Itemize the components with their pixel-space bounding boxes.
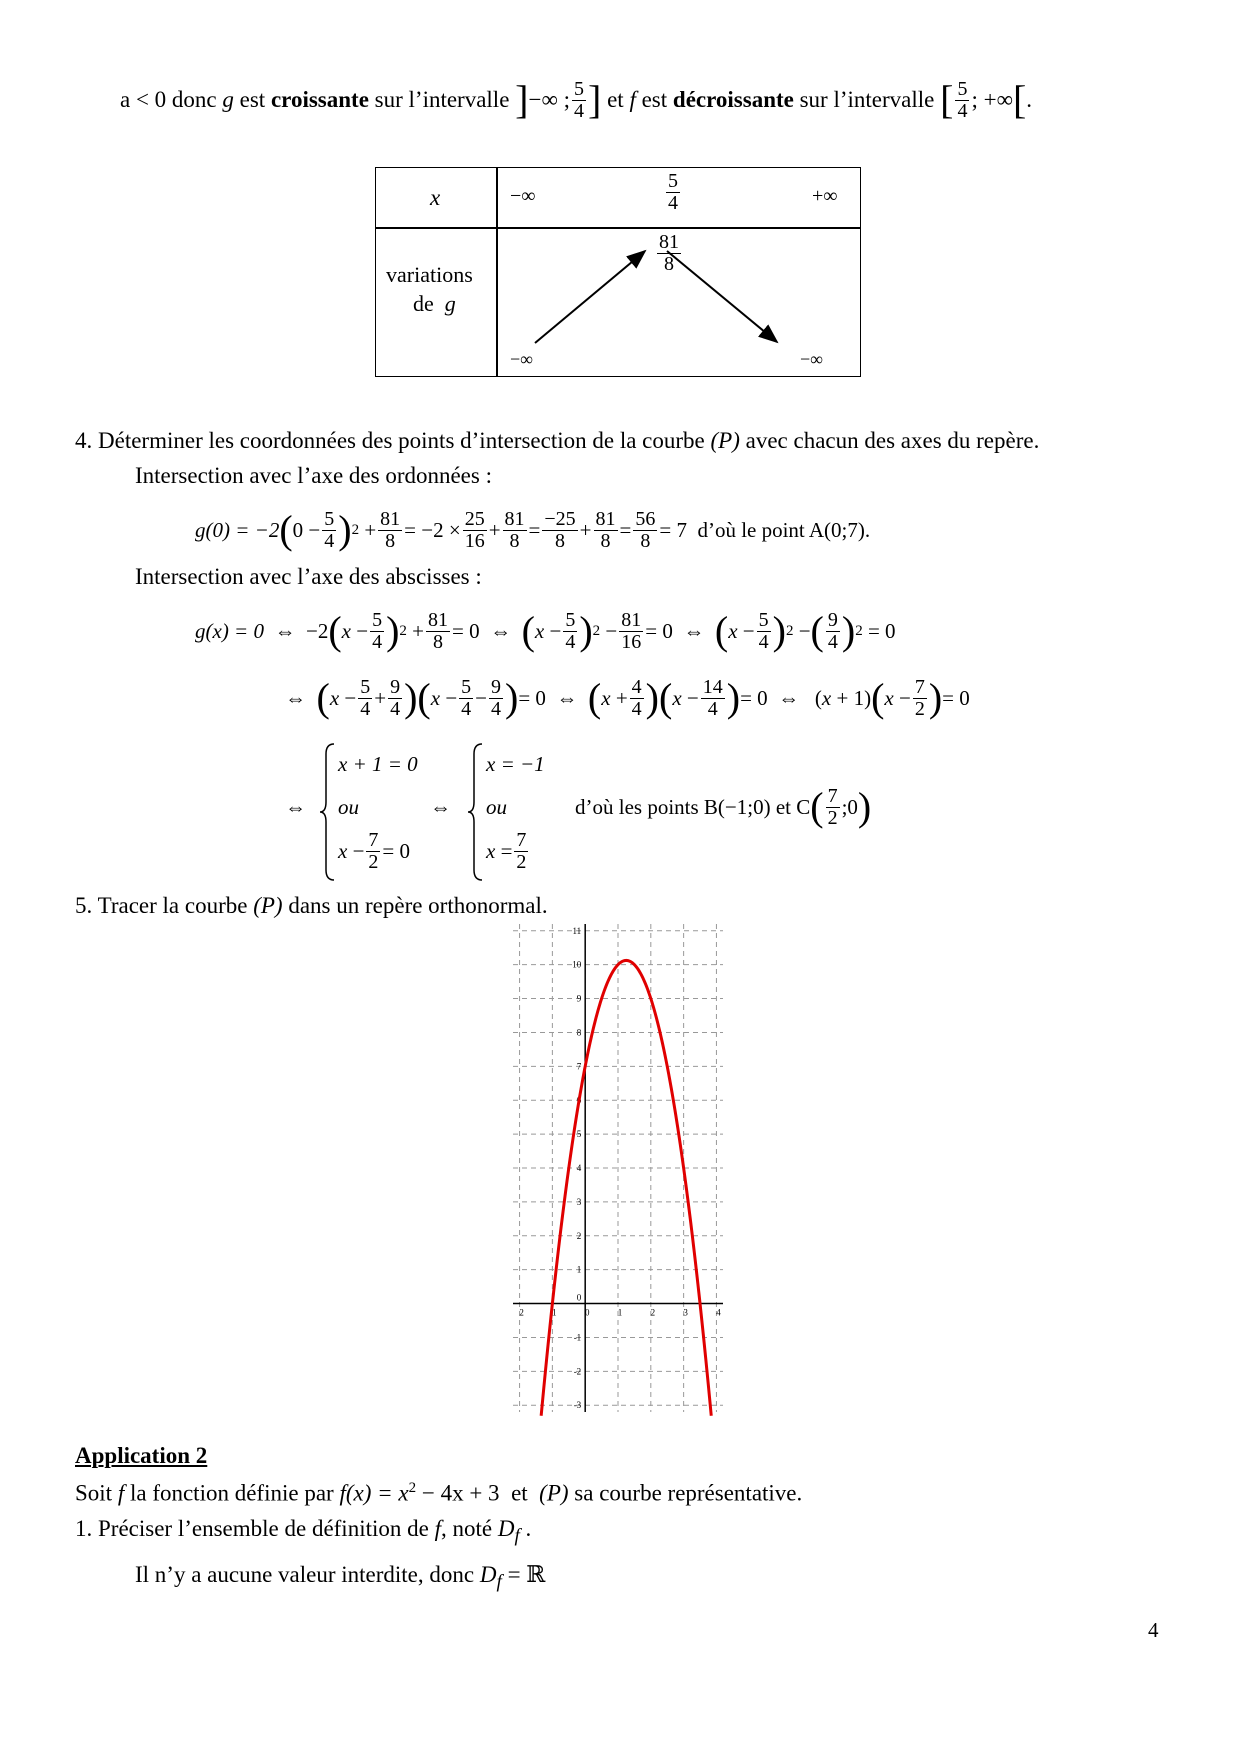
x-tick-label: 1 — [617, 1307, 623, 1318]
y-tick-label: 7 — [576, 1061, 582, 1072]
interval-right: ; +∞ — [971, 87, 1013, 112]
text: et — [601, 87, 630, 112]
y-tick-label: 9 — [576, 993, 582, 1004]
x-tick-label: 3 — [683, 1307, 688, 1318]
x-critical: $\frac{5}{4}$ — [668, 170, 678, 214]
sys1-eq1: x + 1 = 0 — [338, 752, 418, 776]
app2-line3: Il n’y a aucune valeur interdite, donc $D_f$ = ℝ — [135, 1562, 546, 1593]
x-tick-label: 4 — [716, 1307, 721, 1318]
origin-label: 0 — [576, 1292, 582, 1303]
fraction: $\frac{5}{4}$ — [574, 77, 585, 122]
x-label: x — [430, 185, 441, 210]
text: est — [635, 87, 673, 112]
bracket: ] — [515, 77, 529, 122]
parabola-curve — [541, 960, 711, 1415]
bracket: ] — [588, 77, 602, 122]
q4-ordonnees: Intersection avec l’axe des ordonnées : — [135, 463, 492, 488]
eq-gx-2: ⇔ ( x − $\frac{5}{4}$ + $\frac{9}{4}$ )( x − $\frac{5}{4}$ − $\frac{9}{4}$ ) = 0 ⇔ ( x + $\frac{4}{4}$ )( x − $\frac{14}{4}$ ) = 0 ⇔ ( x + 1) ( x − $\frac{7}{2}$ ) = 0 — [285, 675, 970, 720]
variation-table — [375, 167, 861, 377]
plus-inf: +∞ — [812, 185, 838, 207]
x-tick-label: 2 — [650, 1307, 656, 1318]
y-tick-label: 3 — [576, 1196, 582, 1207]
brace-2 — [468, 742, 488, 882]
bracket: [ — [1012, 77, 1027, 122]
parabola-plot — [505, 920, 735, 1420]
app2-heading: Application 2 — [75, 1443, 208, 1468]
y-tick-label: 5 — [576, 1129, 582, 1140]
text: a < 0 donc — [120, 87, 217, 112]
eq-g0: g(0) = −2 ( 0 − $\frac{5}{4}$ ) 2 + $\frac{81}{8}$ = −2 × $\frac{25}{16}$ + $\frac{81}{8}$ = $\frac{-25}{8}$ + $\frac{81}{8}$ = $\frac{56}{8}$ = 7 d’où le point A(0;7). — [195, 507, 871, 552]
y-tick-label: 2 — [576, 1230, 582, 1241]
x-tick-label: 2 — [519, 1307, 524, 1318]
intervals-line — [120, 72, 1032, 128]
row-label-variations: variations — [386, 262, 473, 287]
y-tick-label: 8 — [576, 1027, 582, 1038]
var-g: g — [222, 87, 234, 112]
eq-gx-1: g(x) = 0 ⇔ −2 ( x − $\frac{5}{4}$ ) 2 + $\frac{81}{8}$ = 0 ⇔ ( x − $\frac{5}{4}$ ) 2 − $\frac{81}{16}$ = 0 ⇔ ( x − $\frac{5}{4}$ ) 2 − ( $\frac{9}{4}$ ) 2 = 0 — [195, 608, 896, 653]
y-tick-label: 11 — [572, 925, 582, 936]
sys2-eq3: x = $\frac{7}{2}$ — [486, 829, 527, 873]
right-limit: −∞ — [800, 349, 823, 369]
sys1-eq3: x − $\frac{7}{2}$ = 0 — [338, 829, 411, 873]
sys1-ou: ou — [338, 795, 359, 819]
bold-decroissante: décroissante — [672, 87, 794, 112]
brace-1 — [320, 742, 340, 882]
y-tick-label: 10 — [572, 959, 582, 970]
sys2-eq1: x = −1 — [486, 752, 545, 776]
var-f: f — [629, 87, 636, 112]
y-tick-label: -1 — [573, 1332, 582, 1343]
interval-left: −∞ ; — [528, 87, 571, 112]
points-BC: d’où les points B(−1;0) et C ( $\frac{7}{2}$ ;0 ) — [575, 784, 872, 829]
y-tick-label: -3 — [573, 1400, 582, 1411]
q5-title: 5. Tracer la courbe (P) dans un repère orthonormal. — [75, 893, 548, 918]
y-tick-label: 6 — [576, 1095, 582, 1106]
sys2-ou: ou — [486, 795, 507, 819]
system-equiv-2: ⇔ — [430, 795, 451, 819]
text: sur l’intervalle — [793, 87, 941, 112]
bold-croissante: croissante — [270, 87, 369, 112]
x-tick-label: 0 — [584, 1307, 590, 1318]
q4-title: 4. Déterminer les coordonnées des points d’intersection de la courbe (P) avec chacun des axes du repère. — [75, 428, 1040, 453]
left-limit: −∞ — [510, 349, 533, 369]
text: . — [1026, 87, 1033, 112]
max-value: $\frac{81}{8}$ — [659, 231, 679, 275]
system-equiv-1: ⇔ — [285, 795, 306, 819]
row-label-de: de g — [413, 291, 456, 316]
bracket: [ — [940, 77, 954, 122]
app2-line1: Soit f la fonction définie par $f(x) = x^2 - 4x + 3$ et (P) sa courbe représentative. — [75, 1480, 803, 1506]
fraction: $\frac{5}{4}$ — [957, 77, 968, 122]
text: est — [233, 87, 271, 112]
page-number: 4 — [1148, 1618, 1159, 1642]
x-tick-label: 1 — [552, 1307, 557, 1318]
variation-arrows — [375, 167, 861, 377]
y-tick-label: 1 — [576, 1264, 582, 1275]
q4-abscisses: Intersection avec l’axe des abscisses : — [135, 564, 482, 589]
y-tick-label: 4 — [576, 1163, 582, 1173]
app2-line2: 1. Préciser l’ensemble de définition de f, noté $D_f$ . — [75, 1516, 532, 1547]
text: sur l’intervalle — [368, 87, 516, 112]
minus-inf: −∞ — [510, 185, 536, 207]
y-tick-label: -2 — [573, 1366, 582, 1377]
